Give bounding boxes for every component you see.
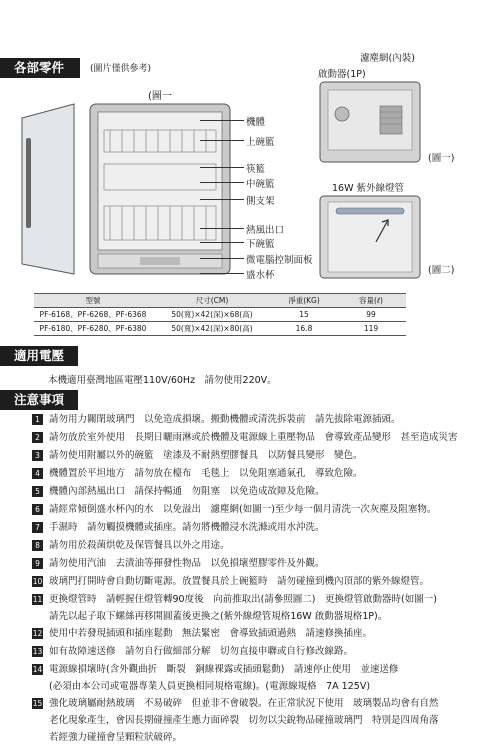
- spec-table: [34, 293, 406, 336]
- callout-upper-basket: 上碗籃: [246, 137, 275, 148]
- voltage-text: 本機適用臺灣地區電壓110V/60Hz 請勿使用220V。: [48, 375, 277, 386]
- callout-body: 機體: [246, 117, 266, 128]
- note-text: 請勿放於室外使用 長期日曬雨淋或於機體及電源線上重壓物品 會導致產品變形 甚至造成災害: [49, 432, 458, 443]
- note-item: [32, 467, 363, 480]
- spec-cell: 50(寬)×42(深)×80(高): [152, 322, 272, 336]
- note-text: 請勿使用附屬以外的碗籃 塗漆及不耐熱塑膠餐具 以防餐具變形 變色。: [49, 450, 363, 461]
- note-continuation: 若經強力碰撞會呈顆粒狀破碎。: [49, 732, 183, 743]
- note-number: 11: [32, 595, 43, 604]
- note-text: 機體置於平坦地方 請勿放在檯布 毛毯上 以免阻塞通氣孔 導致危險。: [49, 468, 363, 479]
- note-number: 6: [32, 504, 43, 515]
- note-item: [32, 413, 401, 426]
- figure-a-caption: (圖一): [428, 153, 455, 164]
- note-number: 14: [32, 665, 43, 674]
- note-text: 請勿用力關閉玻璃門 以免造成損壞。搬動機體或清洗拆裝前 請先拔除電源插頭。: [49, 414, 401, 425]
- note-number: 12: [32, 629, 43, 638]
- note-text: 更換燈管時 請輕握住燈管轉90度後 向前推取出(請參照圖二) 更換燈管啟動器時(如圖一): [49, 594, 437, 605]
- note-number: 8: [32, 540, 43, 551]
- callout-side-bracket: 側支架: [246, 196, 275, 207]
- note-text: 電源線損壞時(含外觀曲折 斷裂 銅線裸露或插頭鬆動) 請速停止使用 並速送修: [49, 664, 399, 675]
- note-item: [32, 539, 230, 552]
- spec-cell: 50(寬)×42(深)×68(高): [152, 308, 272, 322]
- note-item: [32, 645, 353, 658]
- spec-table-header-row: [34, 294, 406, 308]
- spec-header-weight: 淨重(KG): [272, 294, 336, 308]
- voltage-section-header: 適用電壓: [0, 346, 78, 366]
- spec-cell: 119: [336, 322, 406, 336]
- note-item: [32, 697, 439, 710]
- note-number: 13: [32, 647, 43, 656]
- note-number: 9: [32, 558, 43, 569]
- note-number: 5: [32, 486, 43, 497]
- callout-dust-filter: 濾塵網(內裝): [360, 53, 415, 64]
- note-item: [32, 663, 398, 676]
- table-row: [34, 308, 406, 322]
- table-row: [34, 322, 406, 336]
- callout-uv-lamp: 16W 紫外線燈管: [332, 183, 405, 194]
- note-item: [32, 593, 437, 606]
- note-item: [32, 627, 372, 640]
- note-number: 4: [32, 468, 43, 479]
- note-item: [32, 503, 436, 516]
- callout-hot-air-outlet: 熱風出口: [246, 225, 285, 236]
- notes-section-header: 注意事項: [0, 390, 78, 410]
- spec-header-capacity: 容量(ℓ): [336, 294, 406, 308]
- note-number: 1: [32, 414, 43, 425]
- callout-chopstick-basket: 筷籃: [246, 164, 266, 175]
- note-number: 2: [32, 432, 43, 443]
- callout-middle-basket: 中碗籃: [246, 179, 275, 190]
- note-text: 請經常傾倒盛水杯內的水 以免溢出 濾塵網(如圖一)至少每一個月清洗一次灰塵及阻塞物。: [49, 504, 437, 515]
- note-item: [32, 431, 458, 444]
- note-item: [32, 575, 429, 588]
- callout-starter: 啟動器(1P): [318, 69, 366, 80]
- cabinet-illustration: [18, 98, 248, 288]
- figure-b-caption: (圖二): [428, 265, 455, 276]
- note-text: 手濕時 請勿觸摸機體或插座。請勿將機體浸水洗滌或用水沖洗。: [49, 522, 325, 533]
- note-number: 10: [32, 577, 43, 586]
- note-text: 請勿使用汽油 去漬油等揮發性物品 以免損壞塑膠零件及外觀。: [49, 558, 325, 569]
- note-continuation: (必須由本公司或電器專業人員更換相同規格電線)。(電源線規格 7A 125V): [49, 681, 371, 692]
- parts-section-header: 各部零件: [0, 58, 80, 78]
- note-text: 使用中若發現插頭和插座鬆動 無法緊密 會導致插頭過熱 請速修換插座。: [49, 628, 373, 639]
- spec-cell: 99: [336, 308, 406, 322]
- spec-cell: 15: [272, 308, 336, 322]
- note-item: [32, 521, 325, 534]
- back-view-illustration: [316, 78, 426, 168]
- note-item: [32, 449, 363, 462]
- spec-cell: 16.8: [272, 322, 336, 336]
- note-number: 15: [32, 699, 43, 708]
- parts-subtitle: (圖片僅供參考): [90, 64, 152, 74]
- note-text: 玻璃門打開時會自動切斷電源。放置餐具於上碗籃時 請勿碰撞到機內頂部的紫外線燈管。: [49, 576, 430, 587]
- spec-header-size: 尺寸(CM): [152, 294, 272, 308]
- callout-water-cup: 盛水杯: [246, 270, 275, 281]
- callout-control-panel: 微電腦控制面板: [246, 255, 313, 266]
- note-text: 請勿用於殺菌烘乾及保管餐具以外之用途。: [49, 540, 230, 551]
- note-item: [32, 557, 325, 570]
- note-number: 7: [32, 522, 43, 533]
- uv-lamp-illustration: [316, 192, 426, 282]
- spec-header-model: 型號: [34, 294, 152, 308]
- note-number: 3: [32, 450, 43, 461]
- note-continuation: 老化現象產生，會因長期碰撞產生應力面碎裂 切勿以尖銳物品碰撞玻璃門 特別是四周角落: [49, 715, 439, 726]
- spec-cell: PF-6180、PF-6280、PF-6380: [34, 322, 152, 336]
- spec-cell: PF-6168、PF-6268、PF-6368: [34, 308, 152, 322]
- note-text: 機體內部熱風出口 請保持暢通 勿阻塞 以免造成故障及危險。: [49, 486, 325, 497]
- note-item: [32, 485, 325, 498]
- figure-1-caption: (圖一: [148, 91, 172, 102]
- note-text: 如有故障速送修 請勿自行做細部分解 切勿直接申聯或自行修改線路。: [49, 646, 354, 657]
- callout-lower-basket: 下碗籃: [246, 239, 275, 250]
- note-continuation: 請先以起子取下螺絲再移開圓蓋後更換之(紫外線燈管規格16W 啟動器規格1P)。: [49, 611, 388, 622]
- note-text: 強化玻璃屬耐熱玻璃 不易破碎 但並非不會破裂。在正常狀況下使用 玻璃製品均會有自然: [49, 698, 439, 709]
